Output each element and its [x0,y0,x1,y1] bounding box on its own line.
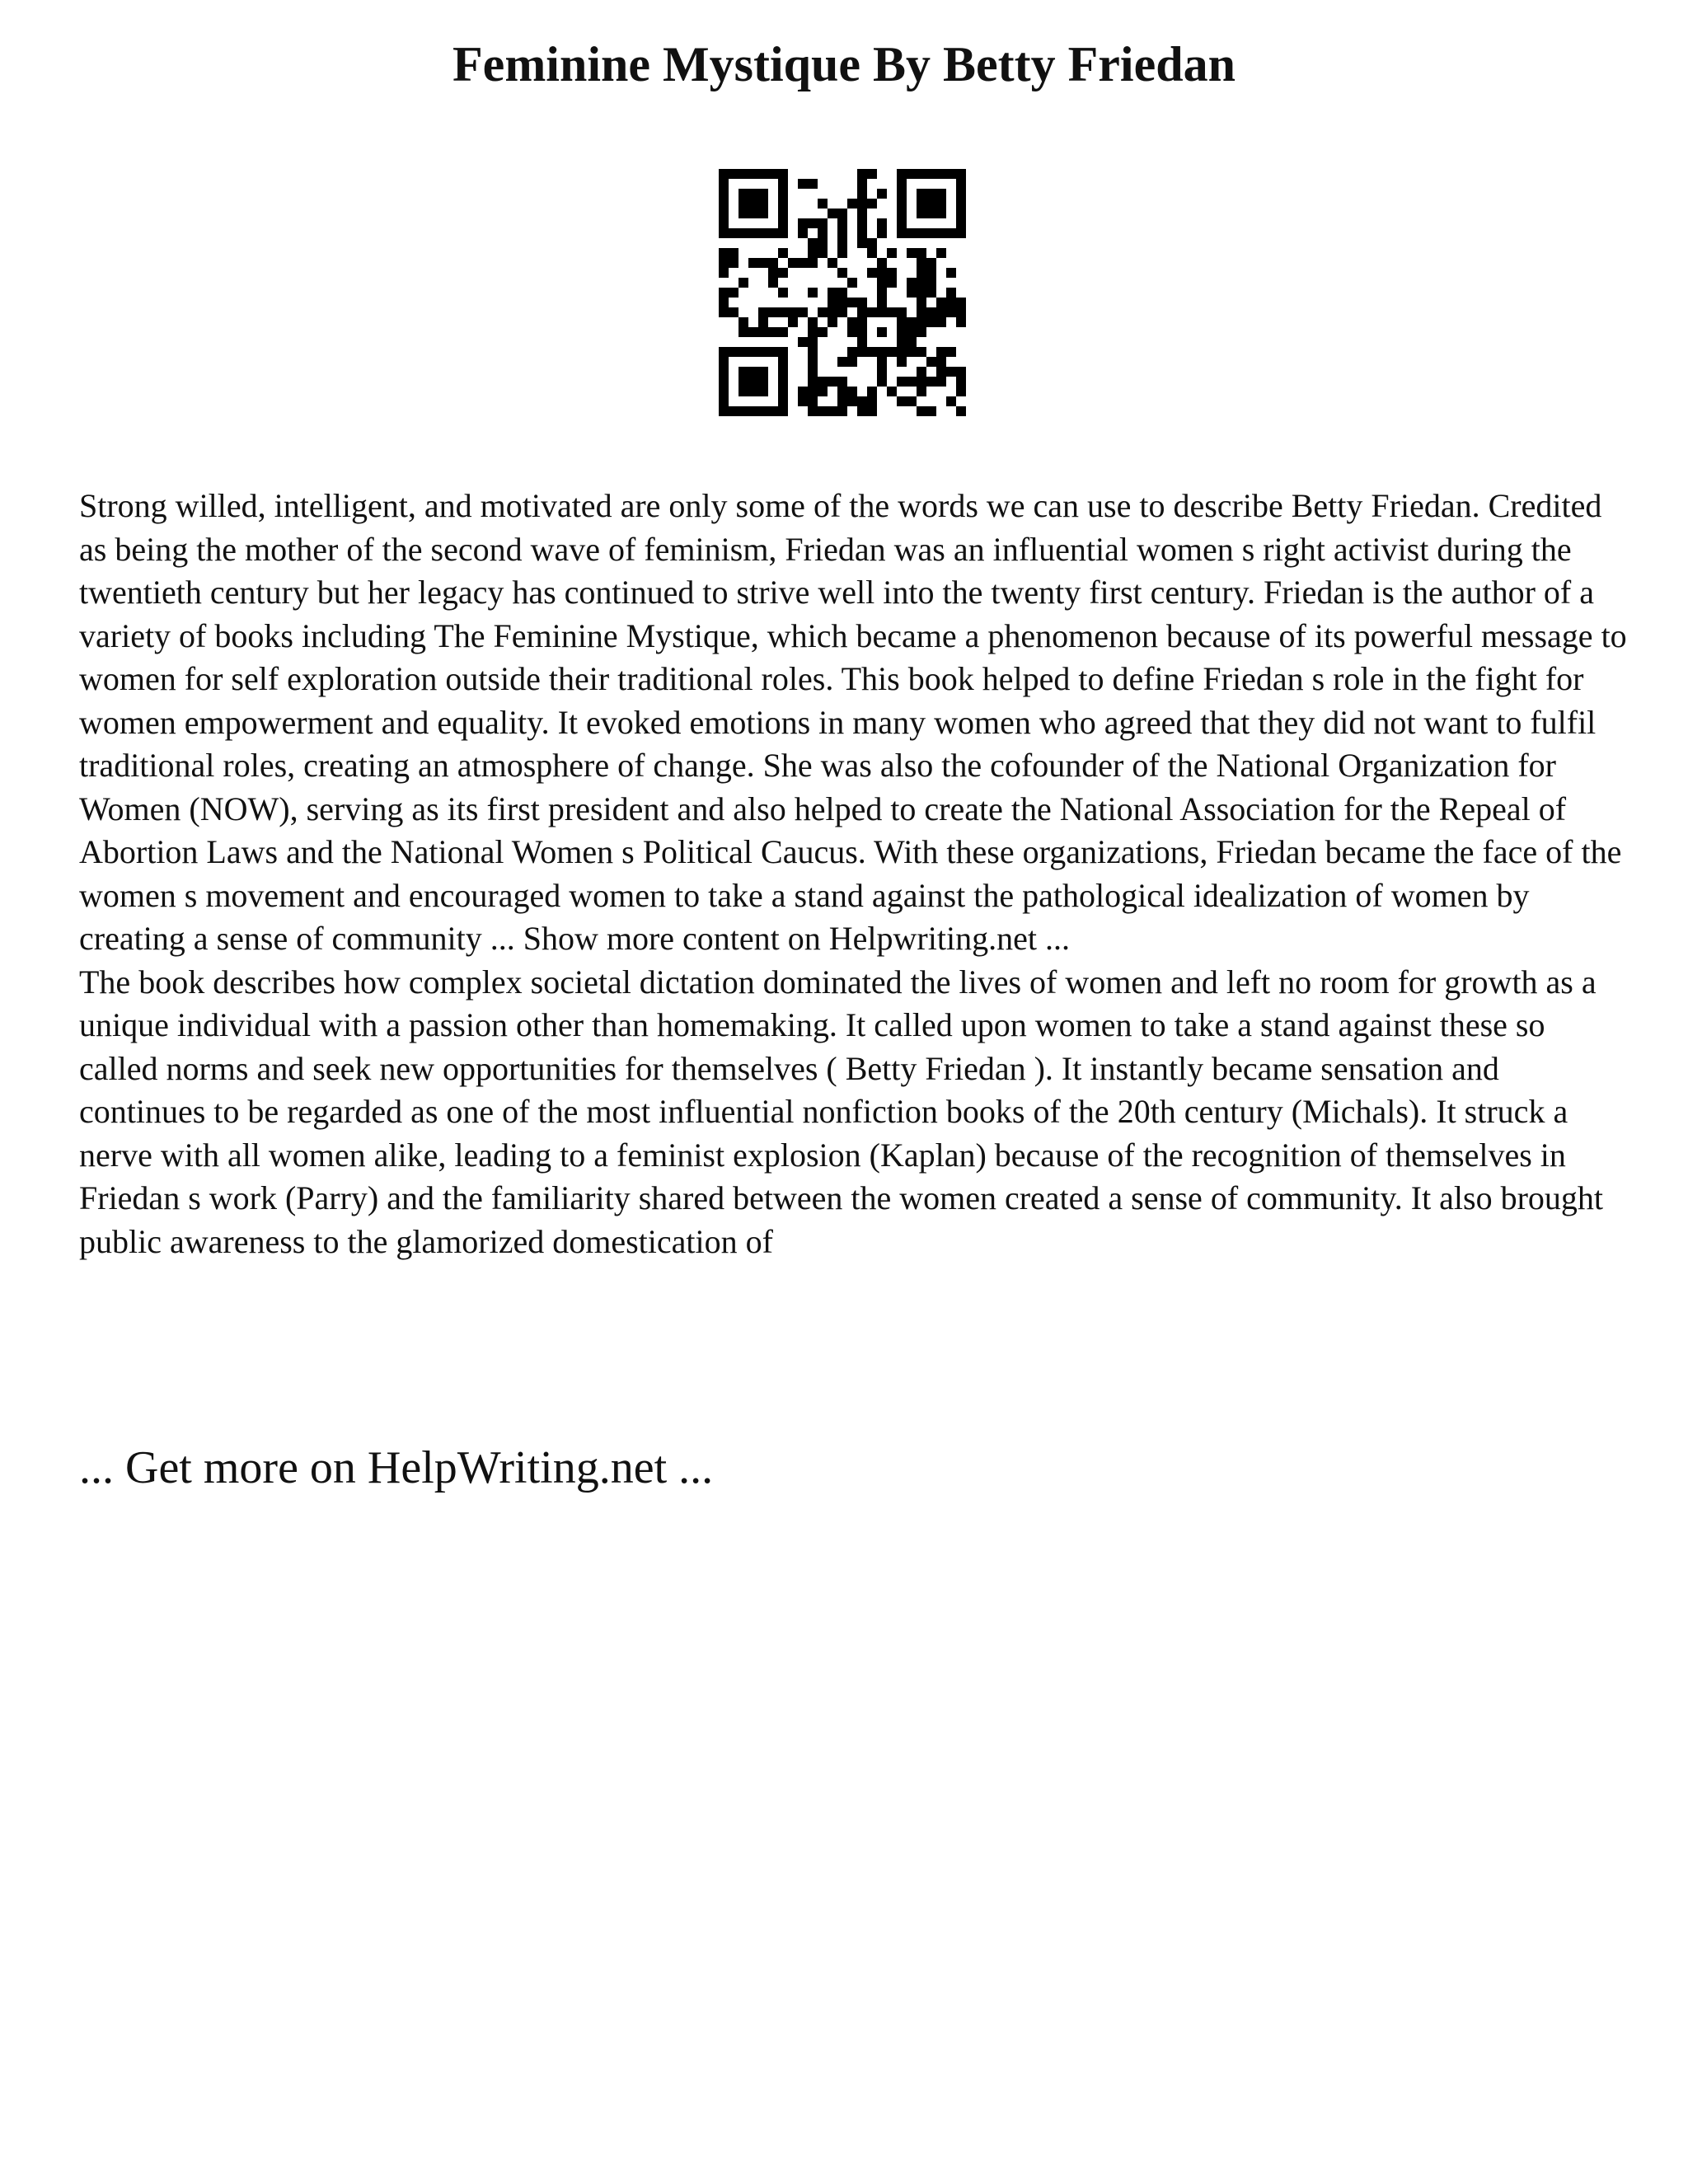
page-title: Feminine Mystique By Betty Friedan [452,37,1236,91]
qr-code-icon[interactable] [719,169,966,416]
get-more-link[interactable]: ... Get more on HelpWriting.net ... [79,1442,714,1493]
paragraph-1: Strong willed, intelligent, and motivated are only some of the words we can use to describe Betty Friedan. Credited as being the mother of the second wave of feminism, Friedan was an influential women s right activist during the twentieth century but her legacy has continued to strive well into the twenty first century. Friedan is the author of a variety of books including The Feminine Mystique, which became a phenomenon because of its powerful message to women for self exploration outside their traditional roles. This book helped to define Friedan s role in the fight for women empowerment and equality. It evoked emotions in many women who agreed that they did not want to fulfil traditional roles, creating an atmosphere of change. She was also the cofounder of the National Organization for Women (NOW), serving as its first president and also helped to create the National Association for the Repeal of Abortion Laws and the National Women s Political Caucus. With these organizations, Friedan became the face of the women s movement and encouraged women to take a stand against the pathological idealization of women by creating a sense of community ... Show more content on Helpwriting.net ... [79,487,1627,957]
article-body [79,485,1629,1263]
paragraph-2: The book describes how complex societal dictation dominated the lives of women and left no room for growth as a unique individual with a passion other than homemaking. It called upon women to take a stand against these so called norms and seek new opportunities for themselves ( Betty Friedan ). It instantly became sensation and continues to be regarded as one of the most influential nonfiction books of the 20th century (Michals). It struck a nerve with all women alike, leading to a feminist explosion (Kaplan) because of the recognition of themselves in Friedan s work (Parry) and the familiarity shared between the women created a sense of community. It also brought public awareness to the glamorized domestication of [79,963,1604,1260]
